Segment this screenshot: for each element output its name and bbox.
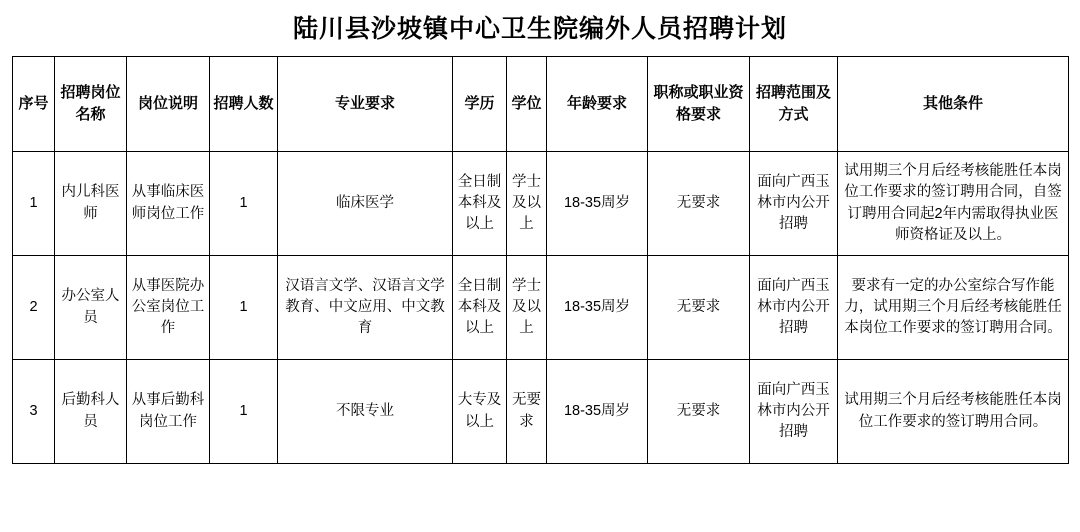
cell-other: 试用期三个月后经考核能胜任本岗位工作要求的签订聘用合同，自签订聘用合同起2年内需取得执业医师资格证及以上。 [838,152,1069,256]
cell-degree: 学士及以上 [507,152,547,256]
cell-major: 汉语言文学、汉语言文学教育、中文应用、中文教育 [278,256,453,360]
cell-degree: 无要求 [507,360,547,464]
cell-scope: 面向广西玉林市内公开招聘 [750,256,838,360]
cell-title-cert: 无要求 [648,256,750,360]
cell-seq: 3 [13,360,55,464]
table-row [13,256,1069,360]
cell-count: 1 [210,256,278,360]
cell-duty: 从事医院办公室岗位工作 [127,256,210,360]
column-header-count: 招聘人数 [210,57,278,152]
cell-duty: 从事临床医师岗位工作 [127,152,210,256]
cell-title-cert: 无要求 [648,360,750,464]
cell-position: 内儿科医师 [55,152,127,256]
cell-seq: 2 [13,256,55,360]
column-header-position: 招聘岗位名称 [55,57,127,152]
cell-duty: 从事后勤科岗位工作 [127,360,210,464]
cell-scope: 面向广西玉林市内公开招聘 [750,152,838,256]
cell-major: 临床医学 [278,152,453,256]
table-row [13,360,1069,464]
cell-major: 不限专业 [278,360,453,464]
table-header-row [13,57,1069,152]
cell-education: 全日制本科及以上 [453,256,507,360]
cell-scope: 面向广西玉林市内公开招聘 [750,360,838,464]
column-header-scope: 招聘范围及方式 [750,57,838,152]
cell-other: 要求有一定的办公室综合写作能力，试用期三个月后经考核能胜任本岗位工作要求的签订聘用合同。 [838,256,1069,360]
cell-education: 大专及以上 [453,360,507,464]
cell-education: 全日制本科及以上 [453,152,507,256]
column-header-seq: 序号 [13,57,55,152]
column-header-title-cert: 职称或职业资格要求 [648,57,750,152]
cell-other: 试用期三个月后经考核能胜任本岗位工作要求的签订聘用合同。 [838,360,1069,464]
cell-age: 18-35周岁 [547,256,648,360]
column-header-education: 学历 [453,57,507,152]
recruitment-plan-table [12,56,1069,464]
cell-position: 办公室人员 [55,256,127,360]
cell-count: 1 [210,360,278,464]
cell-title-cert: 无要求 [648,152,750,256]
cell-count: 1 [210,152,278,256]
cell-age: 18-35周岁 [547,152,648,256]
column-header-age: 年龄要求 [547,57,648,152]
column-header-degree: 学位 [507,57,547,152]
page-title: 陆川县沙坡镇中心卫生院编外人员招聘计划 [292,16,787,43]
cell-position: 后勤科人员 [55,360,127,464]
column-header-other: 其他条件 [838,57,1069,152]
cell-degree: 学士及以上 [507,256,547,360]
cell-seq: 1 [13,152,55,256]
column-header-major: 专业要求 [278,57,453,152]
column-header-duty: 岗位说明 [127,57,210,152]
cell-age: 18-35周岁 [547,360,648,464]
table-row [13,152,1069,256]
